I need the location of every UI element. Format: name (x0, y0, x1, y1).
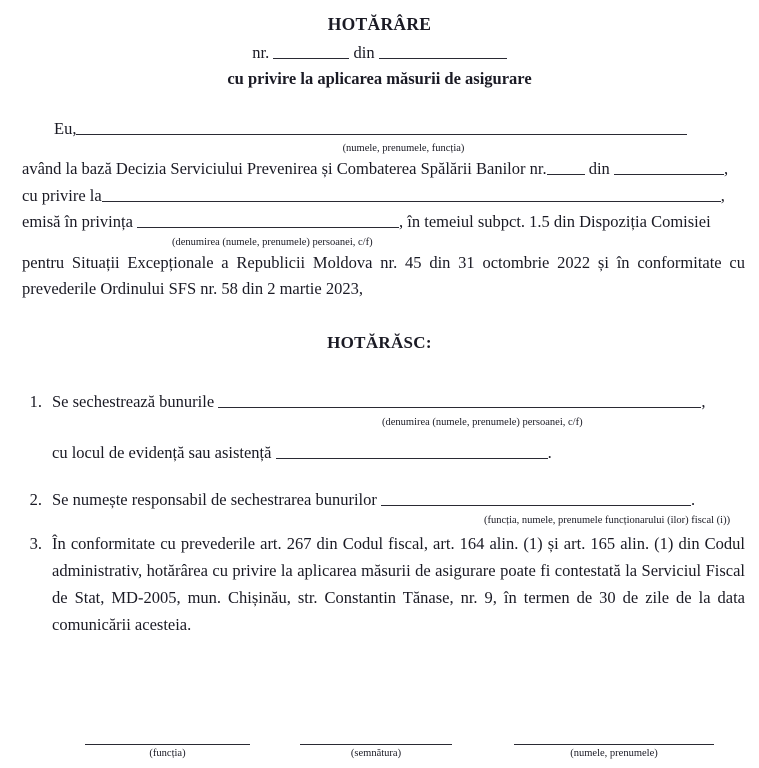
eu-name-blank-field[interactable] (76, 119, 687, 135)
signature-line[interactable] (300, 744, 452, 745)
page-title: HOTĂRÂRE (327, 14, 432, 34)
signature-caption: (numele, prenumele) (570, 748, 658, 760)
item1-sub-line (52, 440, 745, 467)
item-content (52, 389, 745, 467)
signature-line[interactable] (514, 744, 714, 745)
document-number-line (0, 42, 759, 63)
basis-comma: , (723, 159, 729, 179)
document-subtitle: cu privire la aplicarea măsurii de asigurare (227, 69, 532, 89)
item-number: 3. (29, 534, 42, 554)
decision-items (0, 389, 759, 638)
item1-goods-blank-field[interactable] (218, 392, 701, 408)
eu-label: Eu, (54, 118, 77, 138)
item2-period: . (690, 490, 696, 510)
decision-nr-blank-field[interactable] (547, 159, 585, 175)
title-block (0, 0, 759, 90)
signature-line[interactable] (85, 744, 250, 745)
regarding-blank-field[interactable] (102, 186, 721, 202)
basis-din-label: din (588, 159, 610, 179)
item1-sub-period: . (547, 443, 552, 463)
basis-paragraph-2: pentru Situații Excepționale a Republicii Moldova nr. 45 din 31 octombrie 2022 și în conformitate cu prevederile Ordinului SFS nr. 58 din 2 martie 2023, (22, 252, 745, 299)
nr-label: nr. (252, 42, 270, 62)
list-item (22, 531, 745, 638)
item2-text: Se numește responsabil de sechestrarea bunurilor (52, 490, 377, 510)
issued-person-blank-field[interactable] (137, 212, 399, 228)
signature-column-name (514, 744, 714, 760)
item1-location-blank-field[interactable] (276, 443, 548, 459)
basis-line (22, 156, 745, 183)
signature-caption: (semnătura) (350, 748, 402, 760)
regarding-comma: , (720, 185, 725, 205)
item1-comma: , (701, 392, 706, 412)
signature-block (0, 744, 759, 760)
issued-tail: , în temeiul subpct. 1.5 din Dispoziția Comisiei (399, 212, 711, 232)
decide-heading: HOTĂRĂSC: (327, 333, 432, 353)
regarding-line (22, 183, 745, 210)
item3-text: În conformitate cu prevederile art. 267 din Codul fiscal, art. 164 alin. (1) și art. 165 alin. (1) din Codul administrativ, hotărârea cu privire la aplicarea măsurii de asigurare poate fi contestată la Serviciul Fiscal de Stat, MD-2005, mun. Chișinău, str. Constantin Tănase, nr. 9, în termen de 30 de zile de la data comunicării acesteia. (52, 534, 745, 634)
list-item (22, 389, 745, 467)
item1-sub-text: cu locul de evidență sau asistență (52, 443, 272, 463)
signature-caption: (funcția) (149, 748, 186, 760)
item-content (52, 487, 745, 527)
nr-blank-field[interactable] (273, 43, 349, 59)
issued-label: emisă în privința (22, 212, 133, 232)
item-number: 2. (29, 490, 42, 510)
regarding-label: cu privire la (22, 185, 102, 205)
item1-text: Se sechestrează bunurile (52, 392, 215, 412)
item-number: 1. (29, 392, 42, 412)
signature-column-signature (300, 744, 452, 760)
preamble-section (0, 116, 759, 303)
item2-responsible-blank-field[interactable] (381, 490, 691, 506)
eu-line (22, 116, 745, 143)
decision-date-blank-field[interactable] (614, 159, 724, 175)
caption-item2: (funcția, numele, prenumele funcționarului (ilor) fiscal (i)) (484, 514, 731, 526)
list-item (22, 487, 745, 527)
caption-eu: (numele, prenumele, funcția) (342, 143, 465, 155)
item-content (52, 531, 745, 638)
caption-issued: (denumirea (numele, prenumele) persoanei, c/f) (172, 237, 373, 249)
issued-line (22, 209, 745, 236)
din-label: din (353, 42, 375, 62)
caption-item1: (denumirea (numele, prenumele) persoanei, c/f) (382, 416, 583, 428)
date-blank-field[interactable] (379, 43, 507, 59)
signature-column-function (85, 744, 250, 760)
basis-text: având la bază Decizia Serviciului Prevenirea și Combaterea Spălării Banilor nr. (22, 159, 547, 179)
